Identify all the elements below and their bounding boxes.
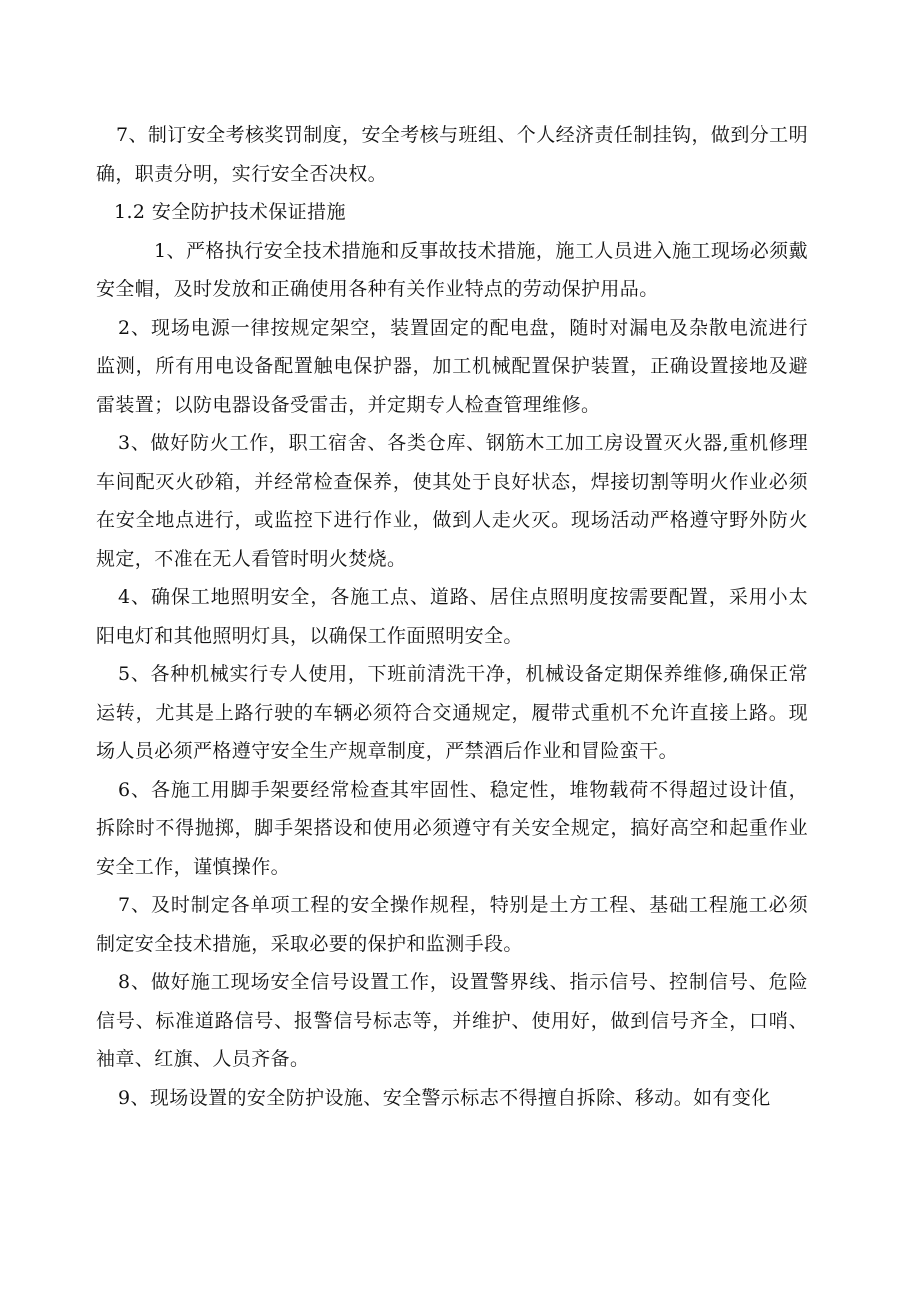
paragraph-item-8: 8、做好施工现场安全信号设置工作，设置警界线、指示信号、控制信号、危险信号、标准道路信号、报警信号标志等，并维护、使用好，做到信号齐全，口哨、袖章、红旗、人员齐备。 (96, 971, 808, 1070)
section-heading-1-2: 1.2 安全防护技术保证措施 (114, 201, 346, 223)
paragraph-item-5: 5、各种机械实行专人使用，下班前清洗干净，机械设备定期保养维修,确保正常运转，尤其是上路行驶的车辆必须符合交通规定，履带式重机不允许直接上路。现场人员必须严格遵守安全生产规章制度，严禁酒后作业和冒险蛮干。 (96, 663, 808, 762)
paragraph-item-1: 1、严格执行安全技术措施和反事故技术措施，施工人员进入施工现场必须戴安全帽，及时发放和正确使用各种有关作业特点的劳动保护用品。 (96, 239, 808, 300)
paragraph-item-7: 7、及时制定各单项工程的安全操作规程，特别是土方工程、基础工程施工必须制定安全技术措施，采取必要的保护和监测手段。 (96, 894, 808, 955)
paragraph-item-6: 6、各施工用脚手架要经常检查其牢固性、稳定性，堆物载荷不得超过设计值，拆除时不得抛掷，脚手架搭设和使用必须遵守有关安全规定，搞好高空和起重作业安全工作，谨慎操作。 (96, 778, 808, 878)
document-body (96, 116, 808, 1117)
paragraph-item-9: 9、现场设置的安全防护设施、安全警示标志不得擅自拆除、移动。如有变化 (118, 1086, 771, 1109)
paragraph-item-7-assessment: 7、制订安全考核奖罚制度，安全考核与班组、个人经济责任制挂钩，做到分工明确，职责分明，实行安全否决权。 (96, 124, 808, 185)
paragraph-item-4: 4、确保工地照明安全，各施工点、道路、居住点照明度按需要配置，采用小太阳电灯和其他照明灯具，以确保工作面照明安全。 (96, 586, 808, 647)
paragraph-item-2: 2、现场电源一律按规定架空，装置固定的配电盘，随时对漏电及杂散电流进行监测，所有用电设备配置触电保护器，加工机械配置保护装置，正确设置接地及避雷装置；以防电器设备受雷击，并定期专人检查管理维修。 (96, 316, 808, 416)
paragraph-item-3: 3、做好防火工作，职工宿舍、各类仓库、钢筋木工加工房设置灭火器,重机修理车间配灭火砂箱，并经常检查保养，使其处于良好状态，焊接切割等明火作业必须在安全地点进行，或监控下进行作业，做到人走火灭。现场活动严格遵守野外防火规定，不准在无人看管时明火焚烧。 (96, 432, 808, 570)
